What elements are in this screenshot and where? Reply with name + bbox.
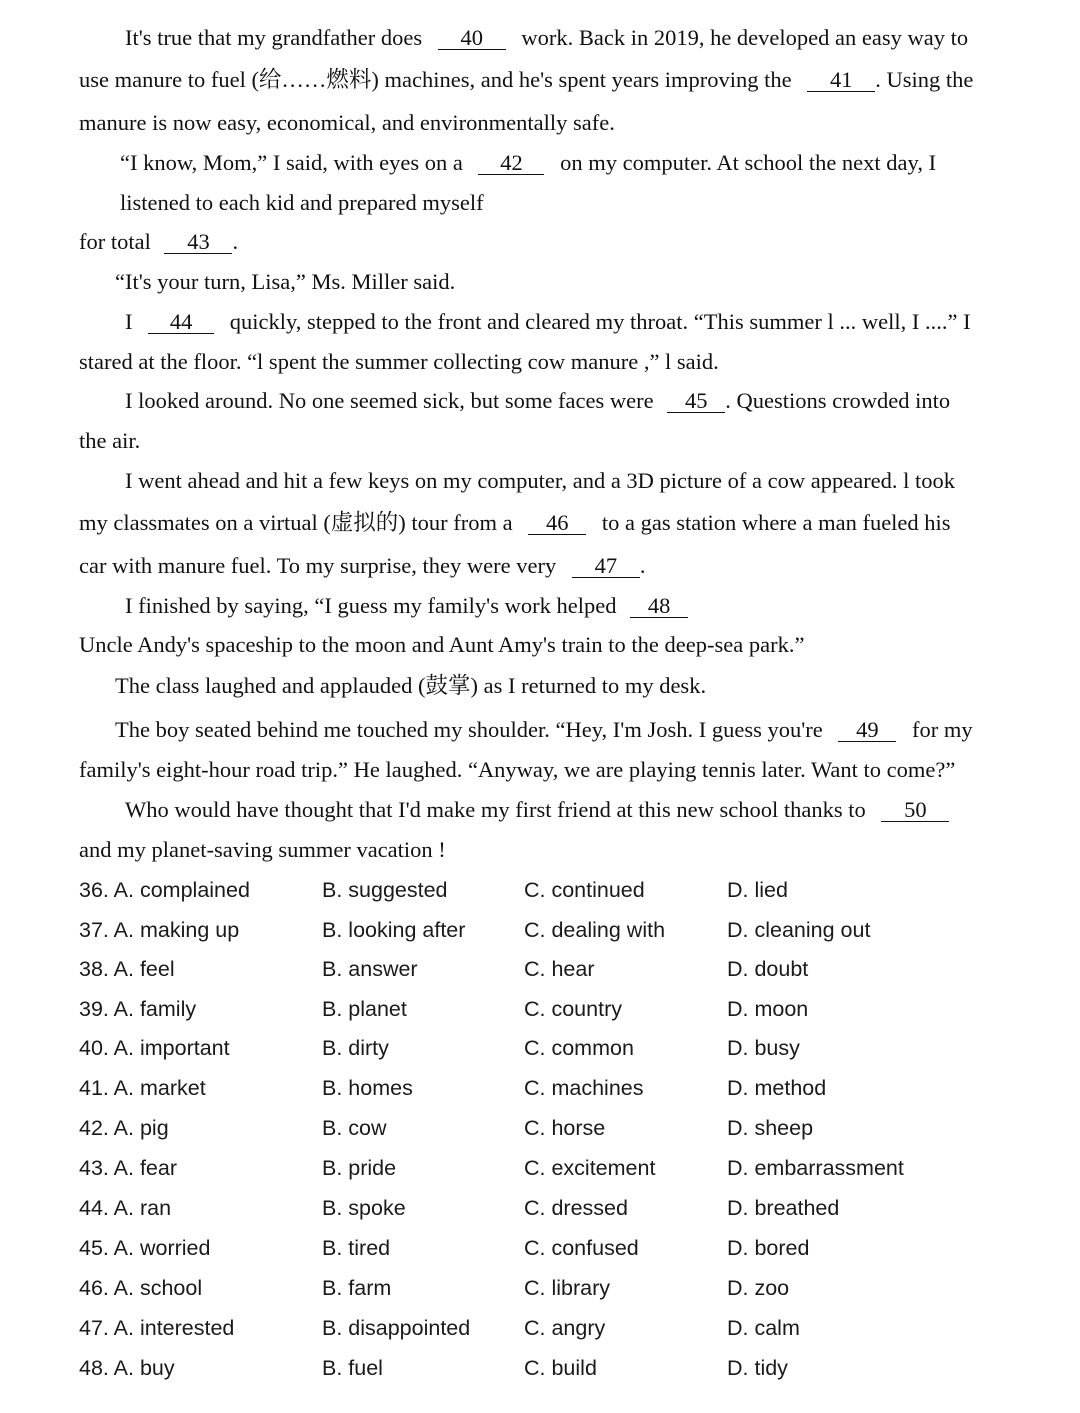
- option-a: 37. A. making up: [79, 918, 240, 942]
- passage-line: [120, 189, 484, 217]
- passage-line: [79, 836, 446, 864]
- option-b: B. cow: [322, 1116, 387, 1140]
- passage-line: [125, 796, 949, 824]
- option-a: 40. A. important: [79, 1036, 230, 1060]
- text: quickly, stepped to the front and cleared my throat. “This summer l ... well, I ....” I: [229, 309, 971, 334]
- passage-line: [79, 109, 615, 137]
- text: listened to each kid and prepared myself: [120, 190, 484, 215]
- text: manure is now easy, economical, and environmentally safe.: [79, 110, 615, 135]
- blank-49: 49: [838, 719, 896, 742]
- text: “I know, Mom,” I said, with eyes on a: [120, 150, 463, 175]
- option-a: 36. A. complained: [79, 878, 250, 902]
- option-d: D. embarrassment: [727, 1156, 904, 1180]
- option-a: 47. A. interested: [79, 1316, 235, 1340]
- text: my classmates on a virtual (虚拟的) tour from a: [79, 510, 513, 535]
- blank-40: 40: [438, 27, 506, 50]
- option-d: D. lied: [727, 878, 788, 902]
- text: and my planet-saving summer vacation !: [79, 837, 446, 862]
- option-d: D. bored: [727, 1236, 810, 1260]
- option-a: 38. A. feel: [79, 957, 175, 981]
- blank-47: 47: [572, 555, 640, 578]
- option-c: C. common: [524, 1036, 634, 1060]
- text: I looked around. No one seemed sick, but some faces were: [125, 388, 654, 413]
- option-c: C. country: [524, 997, 622, 1021]
- text: . Questions crowded into: [725, 388, 951, 413]
- option-b: B. homes: [322, 1076, 413, 1100]
- passage-line: [79, 756, 955, 784]
- passage-line: [125, 308, 971, 336]
- option-b: B. tired: [322, 1236, 391, 1260]
- option-d: D. method: [727, 1076, 827, 1100]
- passage-line: [125, 387, 950, 415]
- text: for total: [79, 229, 151, 254]
- option-d: D. doubt: [727, 957, 809, 981]
- text: stared at the floor. “l spent the summer collecting cow manure ,” l said.: [79, 349, 719, 374]
- option-b: B. farm: [322, 1276, 392, 1300]
- text: The boy seated behind me touched my shoulder. “Hey, I'm Josh. I guess you're: [115, 717, 823, 742]
- option-d: D. moon: [727, 997, 809, 1021]
- option-b: B. looking after: [322, 918, 466, 942]
- text: use manure to fuel (给……燃料) machines, and he's spent years improving the: [79, 67, 792, 92]
- passage-line: [125, 24, 968, 52]
- option-d: D. sheep: [727, 1116, 814, 1140]
- text: car with manure fuel. To my surprise, they were very: [79, 553, 557, 578]
- text: It's true that my grandfather does: [125, 25, 423, 50]
- passage-line: [115, 716, 973, 744]
- blank-50: 50: [881, 799, 949, 822]
- blank-42: 42: [478, 152, 544, 175]
- text: . Using the: [875, 67, 974, 92]
- passage-line: [125, 467, 955, 495]
- passage-line: [79, 552, 645, 580]
- blank-44: 44: [148, 311, 214, 334]
- blank-46: 46: [528, 512, 586, 535]
- option-a: 42. A. pig: [79, 1116, 169, 1140]
- option-b: B. spoke: [322, 1196, 406, 1220]
- passage-line: [79, 631, 804, 659]
- text: “It's your turn, Lisa,” Ms. Miller said.: [115, 269, 456, 294]
- blank-48: 48: [630, 595, 688, 618]
- text: work. Back in 2019, he developed an easy way to: [521, 25, 969, 50]
- passage-line: [115, 672, 706, 700]
- option-c: C. library: [524, 1276, 611, 1300]
- option-b: B. suggested: [322, 878, 448, 902]
- text: to a gas station where a man fueled his: [601, 510, 951, 535]
- option-c: C. dressed: [524, 1196, 628, 1220]
- passage-line: [79, 228, 238, 256]
- text: .: [639, 553, 646, 578]
- text: on my computer. At school the next day, I: [560, 150, 937, 175]
- passage-line: [79, 509, 951, 537]
- text: I finished by saying, “I guess my family's work helped: [125, 593, 617, 618]
- option-a: 45. A. worried: [79, 1236, 211, 1260]
- option-c: C. continued: [524, 878, 645, 902]
- option-c: C. dealing with: [524, 918, 666, 942]
- option-d: D. busy: [727, 1036, 800, 1060]
- text: Uncle Andy's spaceship to the moon and Aunt Amy's train to the deep-sea park.”: [79, 632, 805, 657]
- text: the air.: [79, 428, 141, 453]
- option-c: C. confused: [524, 1236, 639, 1260]
- option-c: C. build: [524, 1356, 597, 1380]
- option-b: B. fuel: [322, 1356, 383, 1380]
- option-d: D. calm: [727, 1316, 800, 1340]
- option-c: C. machines: [524, 1076, 644, 1100]
- option-c: C. horse: [524, 1116, 606, 1140]
- blank-41: 41: [807, 69, 875, 92]
- option-d: D. zoo: [727, 1276, 790, 1300]
- option-b: B. pride: [322, 1156, 397, 1180]
- text: family's eight-hour road trip.” He laughed. “Anyway, we are playing tennis later. Want to come?”: [79, 757, 956, 782]
- option-c: C. hear: [524, 957, 595, 981]
- passage-line: [79, 348, 719, 376]
- option-a: 46. A. school: [79, 1276, 203, 1300]
- option-d: D. cleaning out: [727, 918, 871, 942]
- option-b: B. disappointed: [322, 1316, 471, 1340]
- option-b: B. dirty: [322, 1036, 389, 1060]
- option-a: 39. A. family: [79, 997, 197, 1021]
- blank-43: 43: [164, 231, 232, 254]
- text: Who would have thought that I'd make my first friend at this new school thanks to: [125, 797, 866, 822]
- text: .: [232, 229, 239, 254]
- option-b: B. answer: [322, 957, 418, 981]
- option-a: 48. A. buy: [79, 1356, 175, 1380]
- passage-line: [120, 149, 936, 177]
- passage-line: [79, 66, 973, 94]
- text: I: [125, 309, 133, 334]
- passage-line: [79, 427, 140, 455]
- option-a: 43. A. fear: [79, 1156, 178, 1180]
- option-d: D. breathed: [727, 1196, 840, 1220]
- blank-45: 45: [667, 390, 725, 413]
- option-a: 41. A. market: [79, 1076, 206, 1100]
- option-d: D. tidy: [727, 1356, 788, 1380]
- option-c: C. angry: [524, 1316, 606, 1340]
- text: for my: [912, 717, 973, 742]
- text: I went ahead and hit a few keys on my computer, and a 3D picture of a cow appeared. l took: [125, 468, 956, 493]
- option-a: 44. A. ran: [79, 1196, 172, 1220]
- option-b: B. planet: [322, 997, 407, 1021]
- text: The class laughed and applauded (鼓掌) as I returned to my desk.: [115, 673, 707, 698]
- option-c: C. excitement: [524, 1156, 656, 1180]
- passage-line: [115, 268, 455, 296]
- passage-line: [125, 592, 688, 620]
